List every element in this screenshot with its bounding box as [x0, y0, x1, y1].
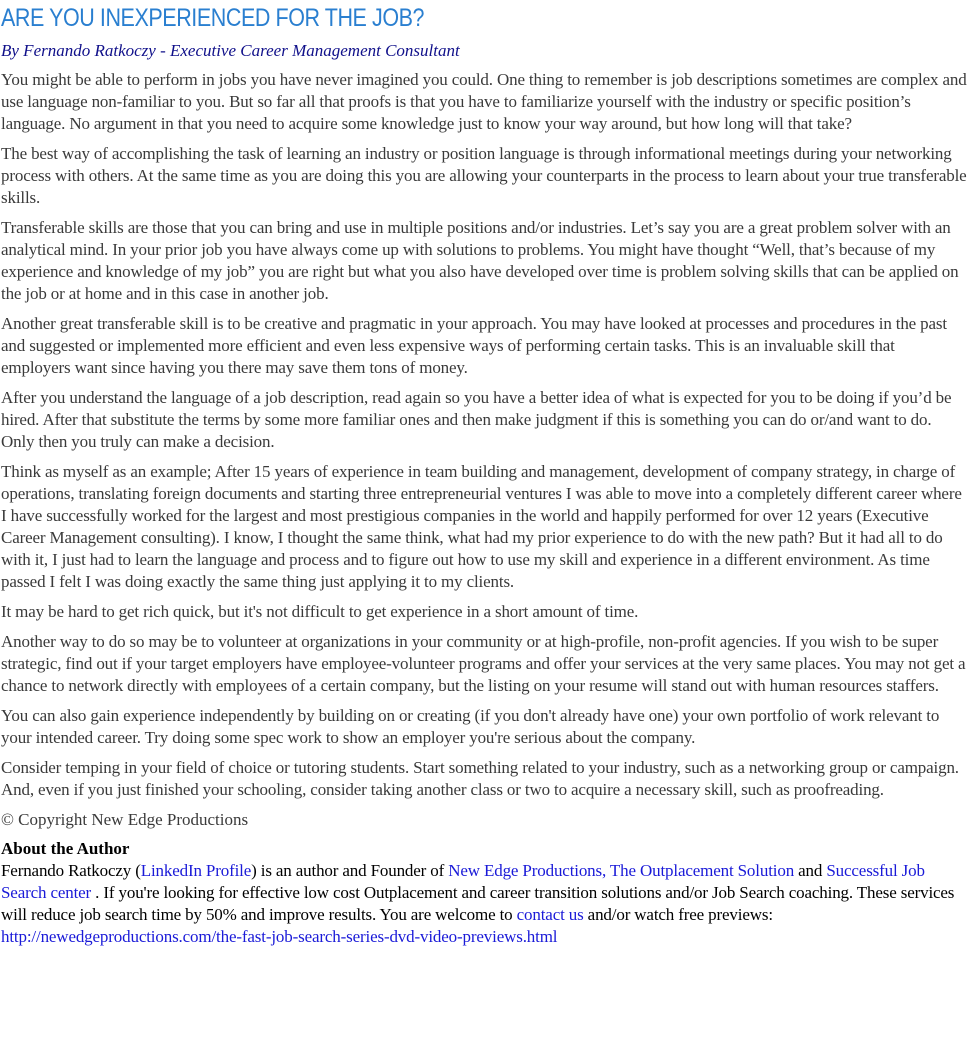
about-text-segment: . If you're looking for effective low cost Outplacement and career transition solutions and/or Job Search coaching. These services will reduce job search time by 50% and improve results. You are welcome to — [1, 883, 955, 924]
paragraph: You might be able to perform in jobs you have never imagined you could. One thing to remember is job descriptions sometimes are complex and use language non-familiar to you. But so far all that proofs is that you have to familiarize yourself with the industry or specific position’s language. No argument in that you need to acquire some knowledge just to know your way around, but how long will that take? — [1, 70, 967, 133]
paragraph: Think as myself as an example; After 15 years of experience in team building and management, development of company strategy, in charge of operations, translating foreign documents and starting three entrepreneurial ventures I was able to move into a completely different career where I have successfully worked for the largest and most prestigious companies in the world and happily performed for over 12 years (Executive Career Management consulting). I know, I thought the same think, what had my prior experience to do with the new path? But it had all to do with it, I just had to learn the language and process and to figure out how to use my skill and experience in a different environment. As time passed I felt I was doing exactly the same thing just applying it to my clients. — [1, 462, 962, 591]
paragraph: It may be hard to get rich quick, but it's not difficult to get experience in a short amount of time. — [1, 602, 639, 621]
about-text-segment: and/or watch free previews: — [583, 905, 773, 924]
article-byline: By Fernando Ratkoczy - Executive Career Management Consultant — [1, 41, 460, 60]
paragraph: Transferable skills are those that you can bring and use in multiple positions and/or industries. Let’s say you are a great problem solver with an analytical mind. In your prior job you have always come up with solutions to problems. You might have thought “Well, that’s because of my experience and knowledge of my job” you are right but what you also have developed over time is problem solving skills that can be applied on the job or at home and in this case in another job. — [1, 218, 959, 303]
about-text-segment: Fernando Ratkoczy ( — [1, 861, 141, 880]
contact-us-link[interactable]: contact us — [516, 905, 584, 924]
paragraph: You can also gain experience independently by building on or creating (if you don't already have one) your own portfolio of work relevant to your intended career. Try doing some spec work to show an employer you're serious about the company. — [1, 706, 940, 747]
paragraph: Another way to do so may be to volunteer at organizations in your community or at high-profile, non-profit agencies. If you wish to be super strategic, find out if your target employers have employee-volunteer programs and offer your services at the very same places. You may not get a chance to network directly with employees of a certain company, but the listing on your resume will stand out with human resources staffers. — [1, 632, 966, 695]
paragraph: The best way of accomplishing the task of learning an industry or position language is through informational meetings during your networking process with others. At the same time as you are doing this you are allowing your counterparts in the process to learn about your true transferable skills. — [1, 144, 967, 207]
new-edge-productions-link[interactable]: New Edge Productions, The Outplacement Solution — [448, 861, 795, 880]
about-author-heading: About the Author — [1, 839, 130, 858]
article-title: ARE YOU INEXPERIENCED FOR THE JOB? — [1, 4, 425, 32]
about-author-text — [1, 860, 968, 948]
copyright-notice: © Copyright New Edge Productions — [1, 810, 249, 829]
paragraph: Consider temping in your field of choice or tutoring students. Start something related to your industry, such as a networking group or campaign. And, even if you just finished your schooling, consider taking another class or two to acquire a necessary skill, such as proofreading. — [1, 758, 959, 799]
about-text-segment: ) is an author and Founder of — [251, 861, 449, 880]
linkedin-profile-link[interactable]: LinkedIn Profile — [140, 861, 252, 880]
video-previews-link[interactable]: http://newedgeproductions.com/the-fast-job-search-series-dvd-video-previews.html — [1, 927, 558, 946]
job-search-center-link[interactable]: Successful Job Search center — [1, 861, 925, 902]
paragraph: Another great transferable skill is to be creative and pragmatic in your approach. You may have looked at processes and procedures in the past and suggested or implemented more efficient and even less expensive ways of performing certain tasks. This is an invaluable skill that employers want since having you there may save them tons of money. — [1, 314, 947, 377]
paragraph: After you understand the language of a job description, read again so you have a better idea of what is expected for you to be doing if you’d be hired. After that substitute the terms by some more familiar ones and then make judgment if this is something you can do or/and want to do. Only then you truly can make a decision. — [1, 388, 952, 451]
about-text-segment: and — [794, 861, 827, 880]
